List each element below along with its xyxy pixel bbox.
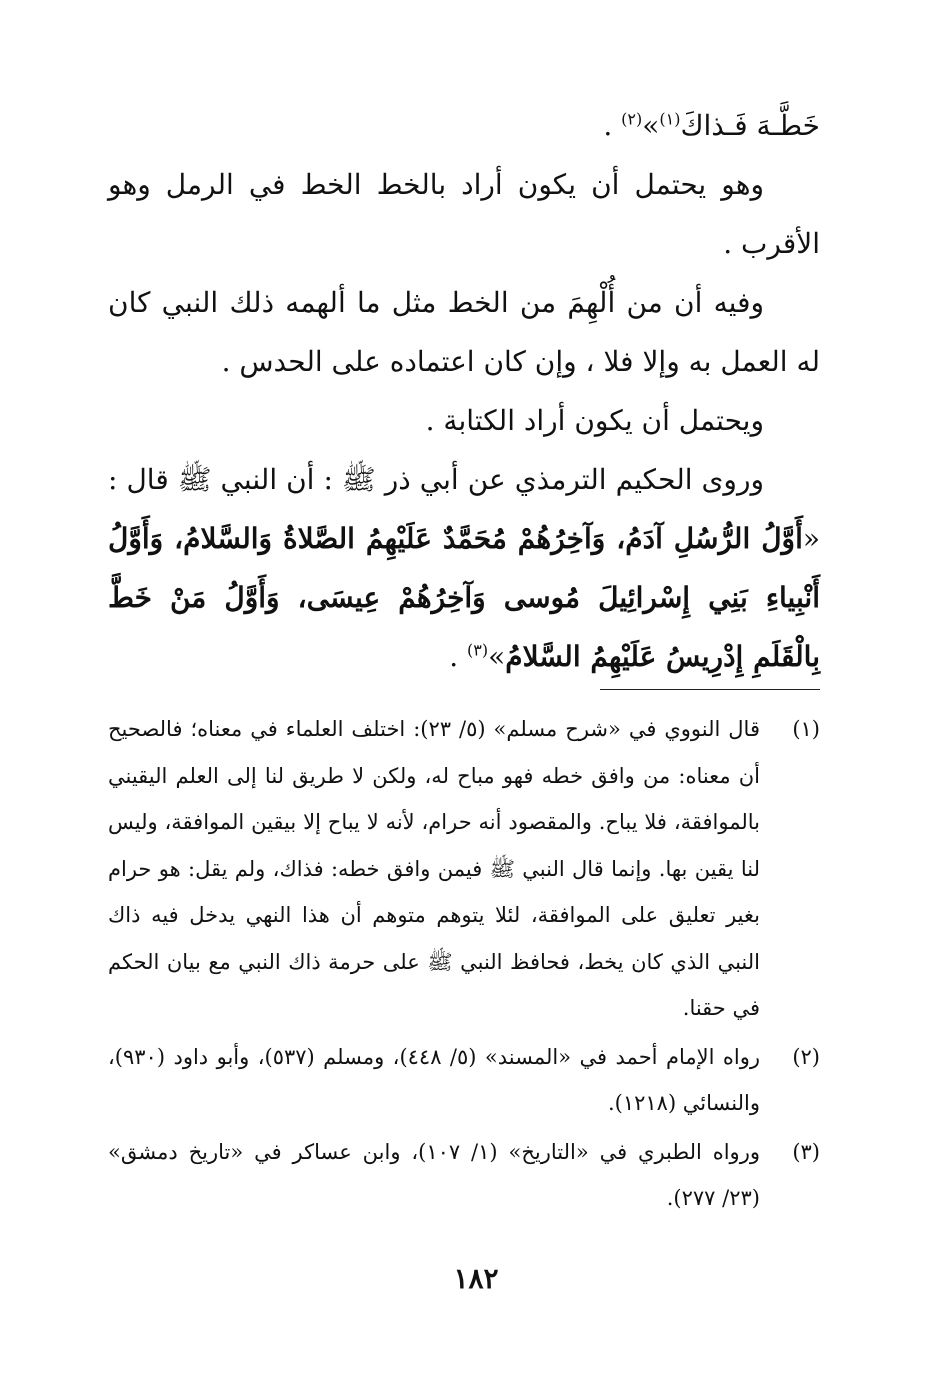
paragraph-4: [108, 450, 820, 686]
main-text: [108, 96, 820, 686]
footnote-ref-2: (٢): [621, 109, 643, 129]
paragraph-continuation: [108, 96, 820, 155]
hadith-close: »: [488, 640, 506, 673]
footnote-text: ورواه الطبري في «التاريخ» (١/ ١٠٧)، وابن عساكر في «تاريخ دمشق» (٢٣/ ٢٧٧).: [108, 1139, 760, 1210]
page-number: ١٨٢: [453, 1262, 499, 1295]
hadith-text: أَوَّلُ الرُّسُلِ آدَمُ، وَآخِرُهُمْ مُحَمَّدٌ عَلَيْهِمُ الصَّلاةُ وَالسَّلامُ، وَأَوَّلُ أَنْبِياءِ بَنِي إِسْرائِيلَ مُوسى وَآخِرُهُمْ عِيسَى، وَأَوَّلُ مَنْ خَطَّ بِالْقَلَمِ إِدْرِيسُ عَلَيْهِمُ السَّلامُ: [108, 522, 820, 673]
quote-fragment: خَطَّـهَ فَـذاكَ: [680, 109, 820, 142]
footnote-text: رواه الإمام أحمد في «المسند» (٥/ ٤٤٨)، ومسلم (٥٣٧)، وأبو داود (٩٣٠)، والنسائي (١٢١٨).: [108, 1044, 760, 1115]
hadith-intro: وروى الحكيم الترمذي عن أبي ذر ﷺ : أن النبي ﷺ قال : «: [108, 463, 820, 555]
footnote-number: (٢): [792, 1044, 820, 1069]
footnote-ref-3: (٣): [467, 640, 489, 660]
footnote-number: (٣): [792, 1139, 820, 1164]
footnote-text: قال النووي في «شرح مسلم» (٥/ ٢٣): اختلف العلماء في معناه؛ فالصحيح أن معناه: من وافق خطه فهو مباح له، ولكن لا طريق لنا إلى العلم اليقيني بالموافقة، فلا يباح. والمقصود أنه حرام، لأنه لا يباح إلا بيقين الموافقة، وليس لنا يقين بها. وإنما قال النبي ﷺ فيمن وافق خطه: فذاك، ولم يقل: هو حرام بغير تعليق على الموافقة، لئلا يتوهم متوهم أن هذا النهي يدخل فيه ذاك النبي الذي كان يخط، فحافظ النبي ﷺ على حرمة ذاك النبي مع بيان الحكم في حقنا.: [108, 717, 760, 1020]
footnote-ref-1: (١): [659, 109, 681, 129]
footnote: [108, 1129, 820, 1222]
footnote-separator: [600, 689, 820, 690]
quote-close: »: [642, 109, 660, 142]
footnotes: [108, 706, 820, 1224]
period: .: [449, 640, 468, 673]
paragraph-1: وهو يحتمل أن يكون أراد بالخط الخط في الرمل وهو الأقرب .: [108, 168, 820, 260]
period: .: [603, 109, 622, 142]
footnote-number: (١): [792, 717, 820, 741]
footnote: [108, 1034, 820, 1127]
footnote: [108, 706, 820, 1032]
paragraph-3: ويحتمل أن يكون أراد الكتابة .: [425, 404, 764, 437]
paragraph-2: وفيه أن من أُلْهِمَ من الخط مثل ما ألهمه ذلك النبي كان له العمل به وإلا فلا ، وإن كان اعتماده على الحدس .: [108, 286, 820, 378]
